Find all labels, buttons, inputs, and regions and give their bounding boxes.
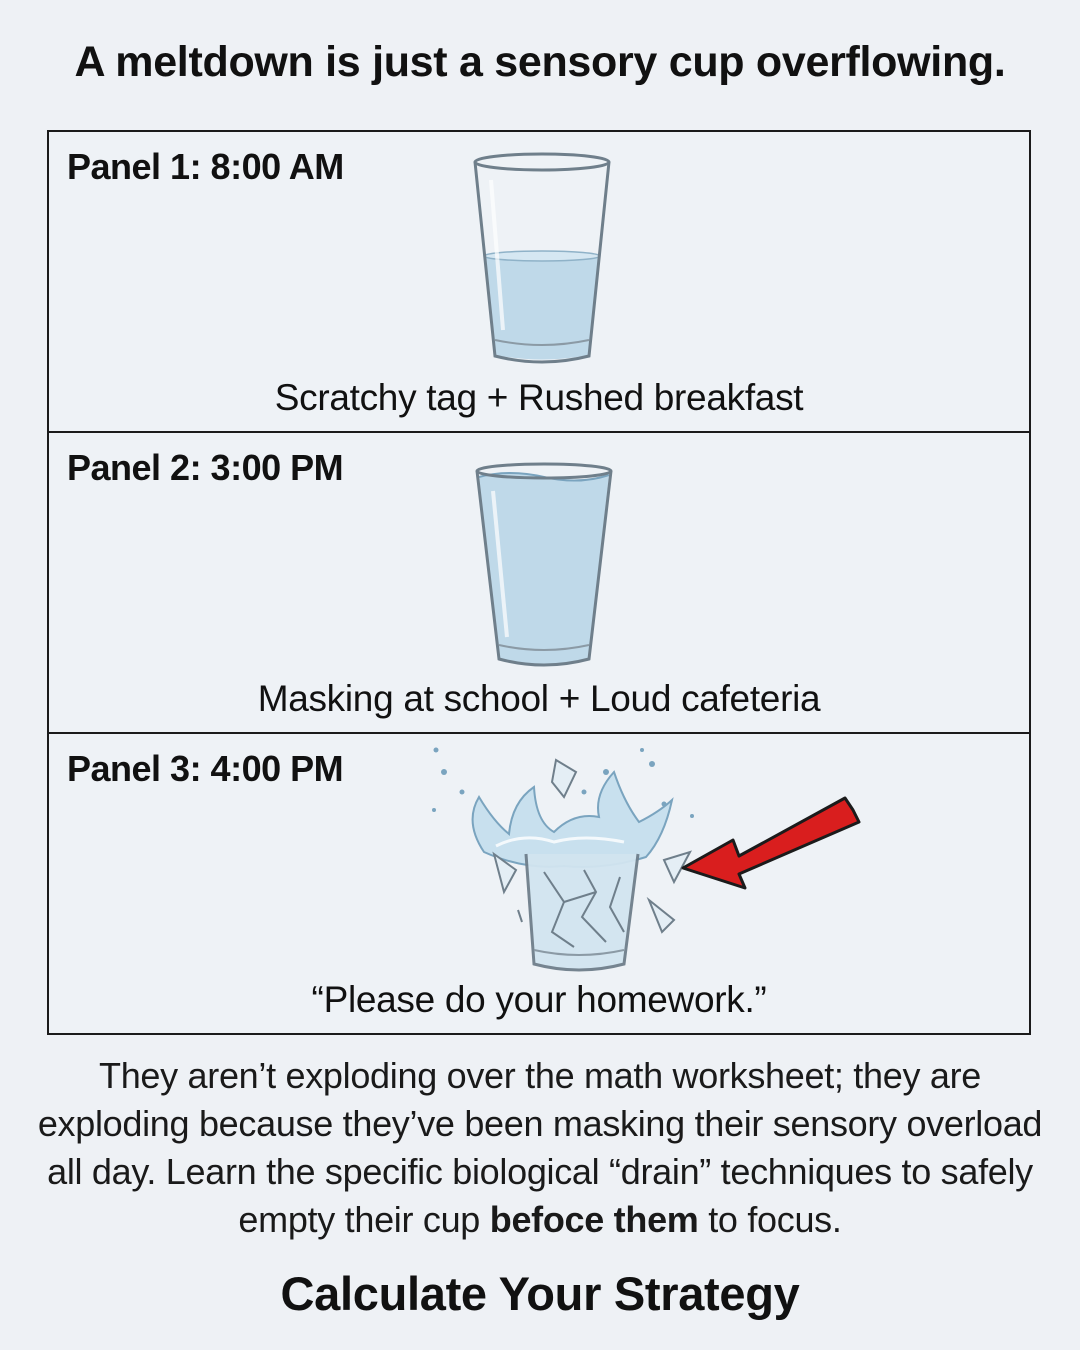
shattered-glass-icon xyxy=(424,742,714,982)
panel-2 xyxy=(47,431,1031,734)
panel-1 xyxy=(47,130,1031,433)
panel-3 xyxy=(47,732,1031,1035)
panel-2-label: Panel 2: 3:00 PM xyxy=(67,447,344,488)
panel-3-label: Panel 3: 4:00 PM xyxy=(67,748,344,789)
full-glass-icon xyxy=(469,461,619,673)
cta-text[interactable]: Calculate Your Strategy xyxy=(280,1267,800,1320)
body-paragraph xyxy=(20,1052,1060,1244)
panel-1-label: Panel 1: 8:00 AM xyxy=(67,146,344,187)
panel-1-caption: Scratchy tag + Rushed breakfast xyxy=(274,377,804,418)
panel-2-caption: Masking at school + Loud cafeteria xyxy=(257,678,821,719)
panel-3-caption: “Please do your homework.” xyxy=(311,979,767,1020)
body-text-end: to focus. xyxy=(698,1199,842,1240)
half-full-glass-icon xyxy=(467,150,617,370)
red-arrow-icon xyxy=(677,796,862,896)
body-text-bold: befoce them xyxy=(489,1199,699,1240)
body-text-start: They aren’t exploding over the math worksheet; they are exploding because they’ve been masking their sensory overload all day. Learn the specific biological “drain” techniques to safely empty their cup xyxy=(37,1055,1043,1240)
headline: A meltdown is just a sensory cup overflowing. xyxy=(74,38,1006,86)
